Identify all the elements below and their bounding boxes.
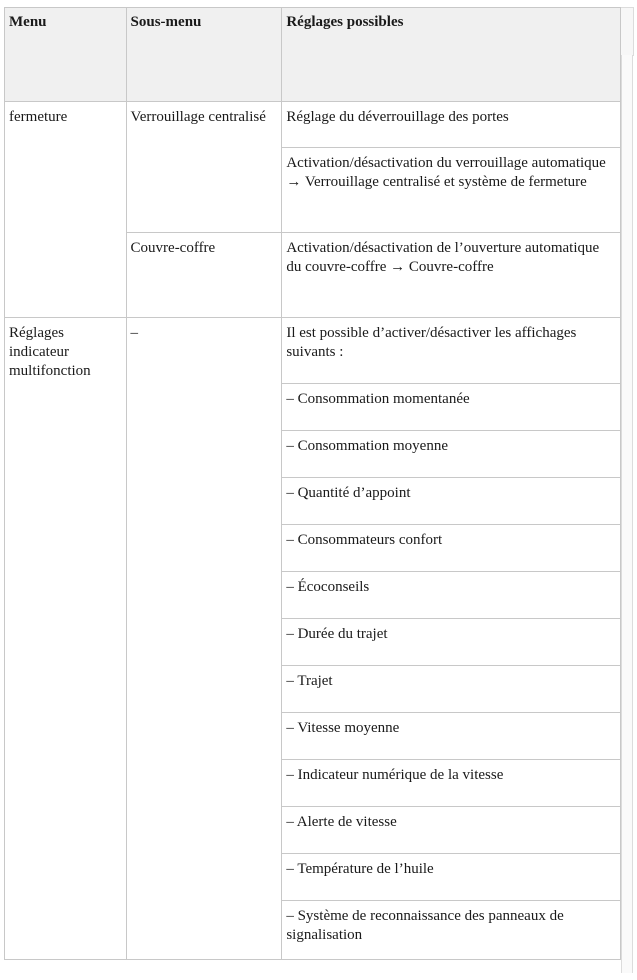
setting-cell: – Température de l’huile [282,854,621,901]
setting-cell: – Indicateur numérique de la vitesse [282,760,621,807]
setting-cell: – Durée du trajet [282,619,621,666]
menu-cell-indicateur: Réglages indicateur multifonction [5,318,127,960]
setting-cell: – Alerte de vitesse [282,807,621,854]
setting-cell: – Quantité d’appoint [282,478,621,525]
table-edge-top [621,7,634,56]
setting-cell: – Consommateurs confort [282,525,621,572]
setting-cell: – Consommation momentanée [282,384,621,431]
setting-cell: – Écoconseils [282,572,621,619]
table-edge-strip [621,55,633,973]
setting-cell-intro: Il est possible d’activer/désactiver les affichages suivants : [282,318,621,384]
setting-cell: – Vitesse moyenne [282,713,621,760]
setting-cell: – Système de reconnaissance des panneaux de signalisation [282,901,621,960]
header-settings: Réglages possibles [282,8,621,102]
submenu-cell-verrouillage: Verrouillage centralisé [126,102,282,233]
settings-table [4,7,621,960]
setting-cell: – Trajet [282,666,621,713]
setting-cell: Réglage du déverrouillage des portes [282,102,621,148]
menu-cell-fermeture: fermeture [5,102,127,318]
setting-cell: – Consommation moyenne [282,431,621,478]
submenu-cell-couvre-coffre: Couvre-coffre [126,233,282,318]
table-row [5,102,621,148]
table-header-row [5,8,621,102]
setting-cell: Activation/désactivation du verrouillage automatique → Verrouillage centralisé et système de fermeture [282,148,621,233]
submenu-cell-dash: – [126,318,282,960]
table-row [5,318,621,384]
header-menu: Menu [5,8,127,102]
setting-cell: Activation/désactivation de l’ouverture automatique du couvre-coffre → Couvre-coffre [282,233,621,318]
header-submenu: Sous-menu [126,8,282,102]
